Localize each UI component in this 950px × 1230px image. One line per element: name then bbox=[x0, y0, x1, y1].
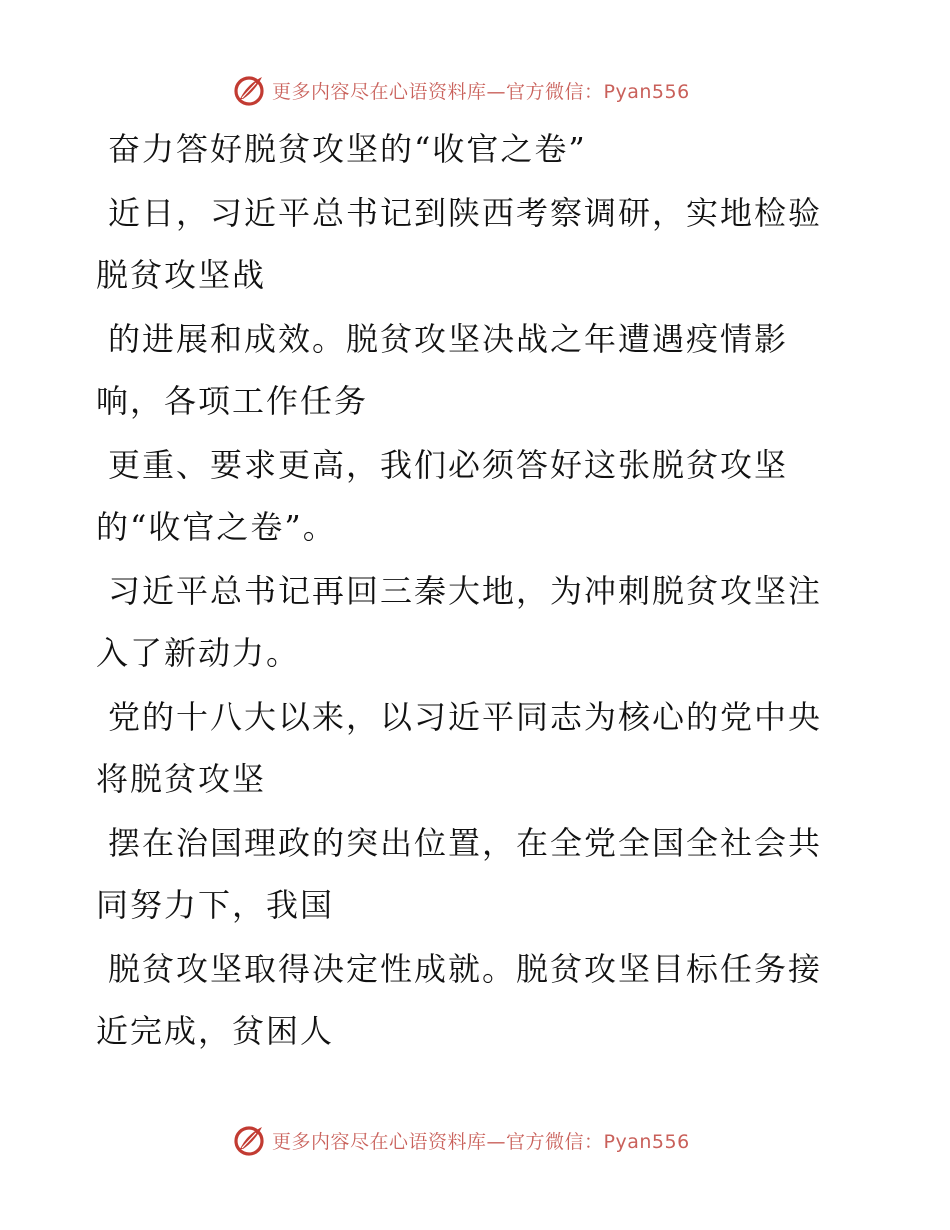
paragraph: 脱贫攻坚取得决定性成就。脱贫攻坚目标任务接近完成，贫困人 bbox=[96, 950, 823, 1050]
document-body bbox=[96, 118, 836, 1064]
watermark-text: 更多内容尽在心语资料库—官方微信：Pyan556 bbox=[272, 1130, 690, 1153]
paragraph: 习近平总书记再回三秦大地，为冲刺脱贫攻坚注入了新动力。 bbox=[96, 572, 823, 672]
feather-pen-logo-icon bbox=[232, 73, 266, 107]
paragraph: 党的十八大以来，以习近平同志为核心的党中央将脱贫攻坚 bbox=[96, 698, 823, 798]
document-title: 奋力答好脱贫攻坚的“收官之卷” bbox=[108, 130, 587, 168]
paragraph: 近日，习近平总书记到陕西考察调研，实地检验脱贫攻坚战 bbox=[96, 194, 823, 294]
paragraph: 更重、要求更高，我们必须答好这张脱贫攻坚的“收官之卷”。 bbox=[96, 446, 789, 546]
footer-watermark-banner bbox=[232, 1122, 712, 1158]
header-watermark-banner bbox=[232, 72, 712, 108]
paragraph: 的进展和成效。脱贫攻坚决战之年遭遇疫情影响，各项工作任务 bbox=[96, 320, 789, 420]
paragraph: 摆在治国理政的突出位置，在全党全国全社会共同努力下，我国 bbox=[96, 824, 823, 924]
feather-pen-logo-icon bbox=[232, 1123, 266, 1157]
watermark-text: 更多内容尽在心语资料库—官方微信：Pyan556 bbox=[272, 80, 690, 103]
